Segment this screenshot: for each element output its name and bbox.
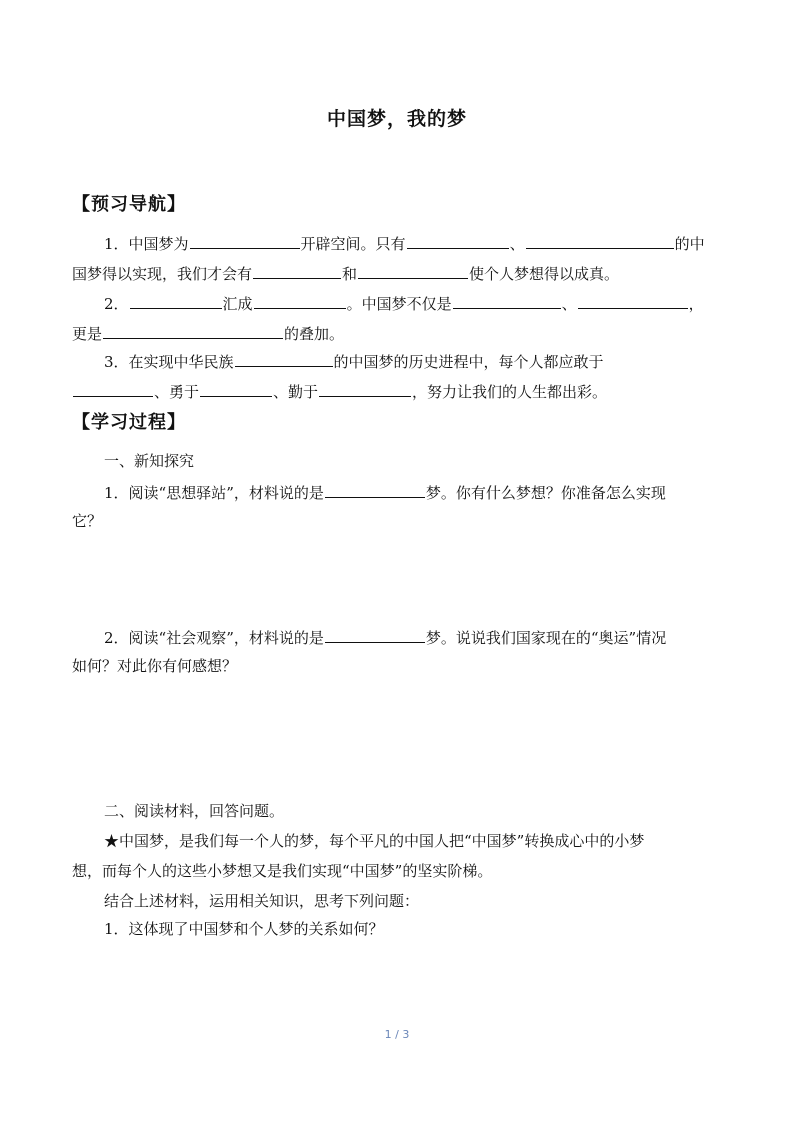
preview-q3-text-b: 的中国梦的历史进程中，每个人都应敢于 [333,353,604,371]
process-p2-text-b: 梦。说说我们国家现在的“奥运”情况 [425,629,667,647]
preview-q2-text-d: 、 [561,295,577,313]
material-text-line1: ★中国梦，是我们每一个人的梦，每个平凡的中国人把“中国梦”转换成心中的小梦 [104,832,645,850]
preview-q2-line1 [104,292,704,314]
preview-q2-text-g: 的叠加。 [284,325,345,343]
preview-q2-text-e: ， [688,295,704,313]
answer-blank[interactable] [253,262,341,279]
process-p1-text-b: 梦。你有什么梦想？你准备怎么实现 [425,484,666,502]
preview-q1-text-b: 开辟空间。只有 [300,235,406,253]
answer-blank[interactable] [358,262,468,279]
preview-q1-text-c: 、 [509,235,525,253]
page-number: 1 / 3 [384,1028,410,1041]
preview-q1-line1 [104,232,705,254]
preview-q2-text-c: 。中国梦不仅是 [346,295,452,313]
preview-heading: 【预习导航】 [72,194,186,215]
process-part2-title: 二、阅读材料，回答问题。 [104,802,285,820]
preview-q2-text-a: 2． [104,295,129,313]
preview-q1-text-d: 的中 [674,235,705,253]
preview-q1-text-g: 使个人梦想得以成真。 [469,265,620,283]
answer-blank[interactable] [130,292,222,309]
process-p1-text-a: 1．阅读“思想驿站”，材料说的是 [104,484,324,502]
answer-blank[interactable] [103,322,283,339]
answer-blank[interactable] [325,626,425,643]
preview-q2-text-b: 汇成 [222,295,253,313]
process-p1-line1 [104,481,666,503]
process-heading: 【学习过程】 [72,412,186,433]
answer-blank[interactable] [407,232,509,249]
answer-blank[interactable] [73,380,153,397]
preview-q3-line2 [72,380,607,402]
process-p1-line2: 它？ [72,512,103,530]
preview-q3-line1 [104,350,604,372]
answer-blank[interactable] [235,350,333,367]
preview-q1-text-e: 国梦得以实现，我们才会有 [72,265,253,283]
process-part1-title: 一、新知探究 [104,452,195,470]
preview-q1-text-f: 和 [342,265,358,283]
material-text-line2: 想，而每个人的这些小梦想又是我们实现“中国梦”的坚实阶梯。 [72,862,493,880]
preview-q2-line2 [72,322,344,344]
preview-q3-text-c: 、勇于 [154,383,200,401]
answer-blank[interactable] [254,292,346,309]
process-p2-line1 [104,626,666,648]
answer-blank[interactable] [190,232,300,249]
preview-q3-text-a: 3．在实现中华民族 [104,353,234,371]
answer-blank[interactable] [526,232,674,249]
instruction-text: 结合上述材料，运用相关知识，思考下列问题： [104,892,420,910]
preview-q2-text-f: 更是 [72,325,103,343]
process-p2-line2: 如何？对此你有何感想？ [72,657,238,675]
preview-q3-text-d: 、勤于 [273,383,319,401]
process-p2-text-a: 2．阅读“社会观察”，材料说的是 [104,629,324,647]
answer-blank[interactable] [453,292,561,309]
answer-blank[interactable] [200,380,272,397]
preview-q3-text-e: ，努力让我们的人生都出彩。 [412,383,608,401]
preview-q1-text-a: 1．中国梦为 [104,235,189,253]
answer-blank[interactable] [578,292,688,309]
answer-blank[interactable] [325,481,425,498]
page-title: 中国梦，我的梦 [326,108,467,130]
answer-blank[interactable] [319,380,411,397]
question-1: 1．这体现了中国梦和个人梦的关系如何？ [104,920,384,938]
preview-q1-line2 [72,262,619,284]
